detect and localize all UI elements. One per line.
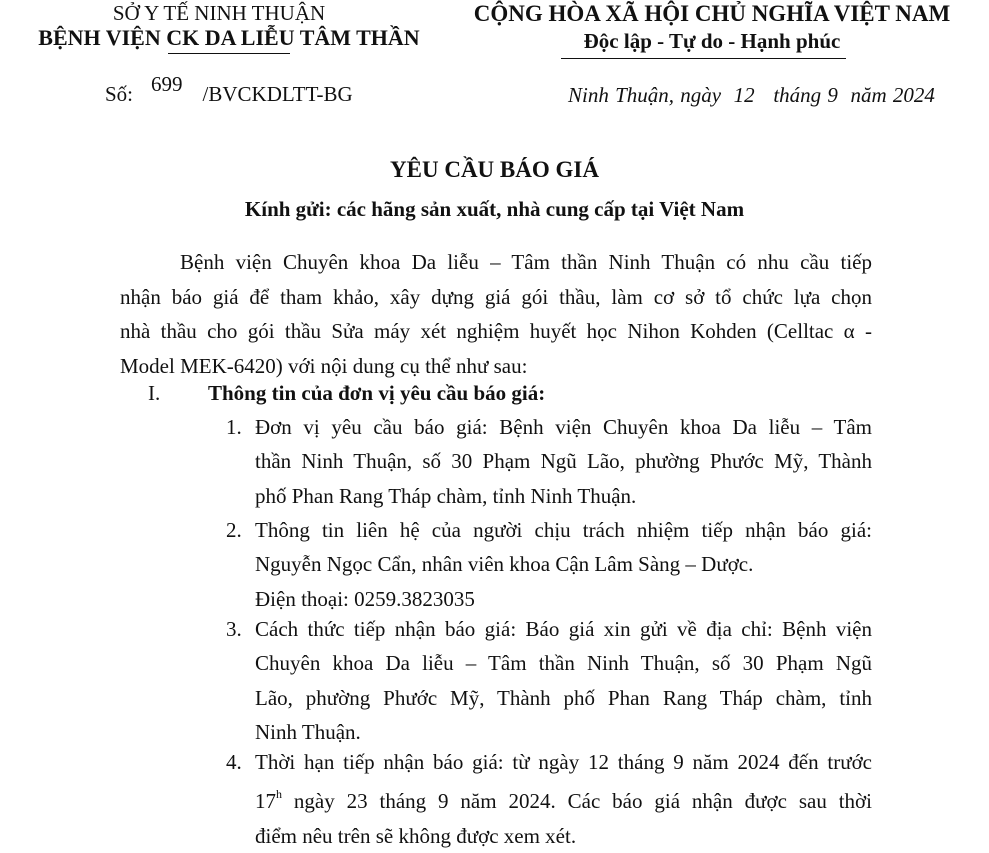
national-motto: Độc lập - Tự do - Hạnh phúc bbox=[583, 29, 841, 53]
document-number-suffix: /BVCKDLTT-BG bbox=[202, 82, 353, 106]
document-number-value: 699 bbox=[151, 72, 183, 96]
list-item-line: Thông tin liên hệ của người chịu trách nhiệm tiếp nhận báo giá: bbox=[255, 518, 872, 542]
document-date bbox=[568, 82, 935, 108]
intro-line: nhà thầu cho gói thầu Sửa máy xét nghiệm huyết học Nihon Kohden (Celltac α - bbox=[120, 319, 872, 343]
list-item-text bbox=[255, 745, 872, 853]
section-title: Thông tin của đơn vị yêu cầu báo giá: bbox=[208, 381, 546, 405]
recipient-line: Kính gửi: các hãng sản xuất, nhà cung cấp tại Việt Nam bbox=[244, 197, 745, 221]
date-month: tháng 9 bbox=[773, 83, 838, 107]
intro-line: Model MEK-6420) với nội dung cụ thể như sau: bbox=[120, 353, 528, 378]
list-item-line: Đơn vị yêu cầu báo giá: Bệnh viện Chuyên khoa Da liễu – Tâm bbox=[255, 415, 872, 439]
section-heading bbox=[148, 378, 545, 408]
list-item-line: phố Phan Rang Tháp chàm, tỉnh Ninh Thuận. bbox=[255, 483, 637, 508]
list-item-line: Cách thức tiếp nhận báo giá: Báo giá xin gửi về địa chỉ: Bệnh viện bbox=[255, 617, 872, 641]
contact-phone: Điện thoại: 0259.3823035 bbox=[255, 586, 475, 611]
date-day: 12 bbox=[733, 83, 755, 107]
document-title: YÊU CẦU BÁO GIÁ bbox=[390, 157, 599, 182]
section-numeral: I. bbox=[148, 381, 161, 405]
document-number-label: Số: bbox=[105, 82, 134, 106]
intro-line: nhận báo giá để tham khảo, xây dựng giá gói thầu, làm cơ sở tổ chức lựa chọn bbox=[120, 284, 872, 309]
list-item-number: 4. bbox=[226, 750, 242, 774]
motto-underline-divider bbox=[561, 58, 846, 59]
hour-superscript: h bbox=[276, 787, 282, 802]
list-item bbox=[226, 745, 872, 853]
list-item-text bbox=[255, 612, 872, 749]
list-item-line: Nguyễn Ngọc Cẩn, nhân viên khoa Cận Lâm Sàng – Dược. bbox=[255, 552, 754, 577]
list-item bbox=[226, 513, 872, 616]
organization-name: BỆNH VIỆN CK DA LIỄU TÂM THẦN bbox=[38, 25, 420, 50]
national-title: CỘNG HÒA XÃ HỘI CHỦ NGHĨA VIỆT NAM bbox=[473, 1, 951, 26]
list-item-line bbox=[255, 779, 872, 818]
date-year: năm 2024 bbox=[850, 83, 935, 107]
intro-line: Bệnh viện Chuyên khoa Da liễu – Tâm thần Ninh Thuận có nhu cầu tiếp bbox=[180, 250, 872, 274]
list-item-line: Ninh Thuận. bbox=[255, 719, 361, 744]
parent-organization: SỞ Y TẾ NINH THUẬN bbox=[112, 1, 326, 25]
list-item-number: 1. bbox=[226, 415, 242, 439]
deadline-hour: 17 bbox=[255, 789, 276, 814]
list-item-line: Thời hạn tiếp nhận báo giá: từ ngày 12 tháng 9 năm 2024 đến trước bbox=[255, 750, 872, 774]
organization-underline-divider bbox=[168, 53, 290, 54]
list-item-line: Lão, phường Phước Mỹ, Thành phố Phan Rang Tháp chàm, tỉnh bbox=[255, 685, 872, 710]
intro-paragraph bbox=[120, 245, 872, 383]
list-item-text bbox=[255, 410, 872, 513]
date-place: Ninh Thuận, ngày bbox=[568, 83, 722, 107]
list-item-number: 2. bbox=[226, 518, 242, 542]
list-item-text bbox=[255, 513, 872, 616]
list-item bbox=[226, 410, 872, 513]
list-item-number: 3. bbox=[226, 617, 242, 641]
list-item-line: Chuyên khoa Da liễu – Tâm thần Ninh Thuận, số 30 Phạm Ngũ bbox=[255, 651, 872, 676]
document-number bbox=[105, 72, 353, 109]
deadline-text: ngày 23 tháng 9 năm 2024. Các báo giá nhận được sau thời bbox=[282, 789, 872, 814]
list-item-line: điểm nêu trên sẽ không được xem xét. bbox=[255, 823, 577, 848]
list-item bbox=[226, 612, 872, 749]
list-item-line: thần Ninh Thuận, số 30 Phạm Ngũ Lão, phường Phước Mỹ, Thành bbox=[255, 449, 872, 474]
